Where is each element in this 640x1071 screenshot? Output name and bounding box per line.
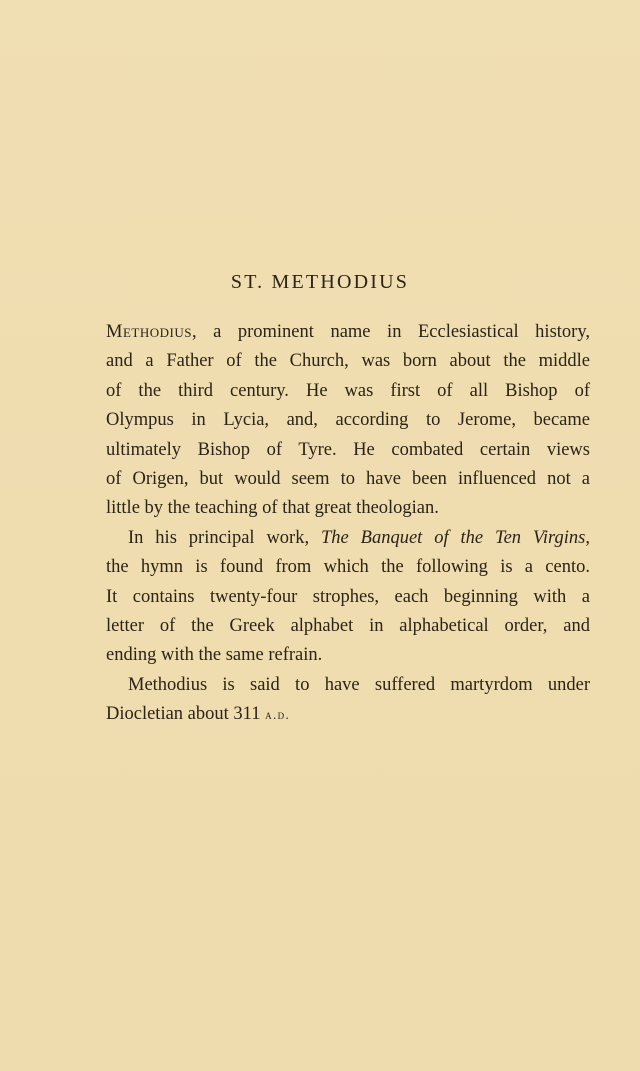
paragraph-3-line: Methodius is said to have suffered martyrdom under <box>128 674 590 695</box>
paragraph-2-comma: , <box>585 527 590 548</box>
era-abbreviation: a.d. <box>265 707 291 723</box>
paragraph-1-line: Olympus in Lycia, and, according to Jerome, became <box>106 410 590 431</box>
paragraph-1-line: of the third century. He was first of all Bishop of <box>106 380 590 401</box>
paragraph-1-line: and a Father of the Church, was born about the middle <box>106 351 590 372</box>
paragraph-1-line: ultimately Bishop of Tyre. He combated certain views <box>106 439 590 460</box>
work-title: The Banquet of the Ten Virgins <box>321 527 586 548</box>
lead-name: Methodius <box>106 322 192 342</box>
paragraph-2-line: It contains twenty-four strophes, each beginning with a <box>106 586 590 607</box>
paragraph-3-last-text: Diocletian about 311 <box>106 704 266 725</box>
paragraph-1-line: of Origen, but would seem to have been influenced not a <box>106 468 590 489</box>
paragraph-1-line-1-text: , a prominent name in Ecclesiastical history, <box>191 322 590 342</box>
paragraph-2-line: the hymn is found from which the following is a cento. <box>106 557 590 578</box>
body-text <box>106 318 590 729</box>
paragraph-2-line: letter of the Greek alphabet in alphabetical order, and <box>106 615 590 636</box>
paragraph-3-last-line <box>106 700 590 729</box>
chapter-title: ST. METHODIUS <box>230 271 410 293</box>
paragraph-1-line: little by the teaching of that great theologian. <box>106 498 439 519</box>
paragraph-1-line-1 <box>106 318 590 347</box>
paragraph-2-line: ending with the same refrain. <box>106 645 323 666</box>
paragraph-2-intro: In his principal work, <box>128 527 321 548</box>
paragraph-2-line-1 <box>106 524 590 553</box>
